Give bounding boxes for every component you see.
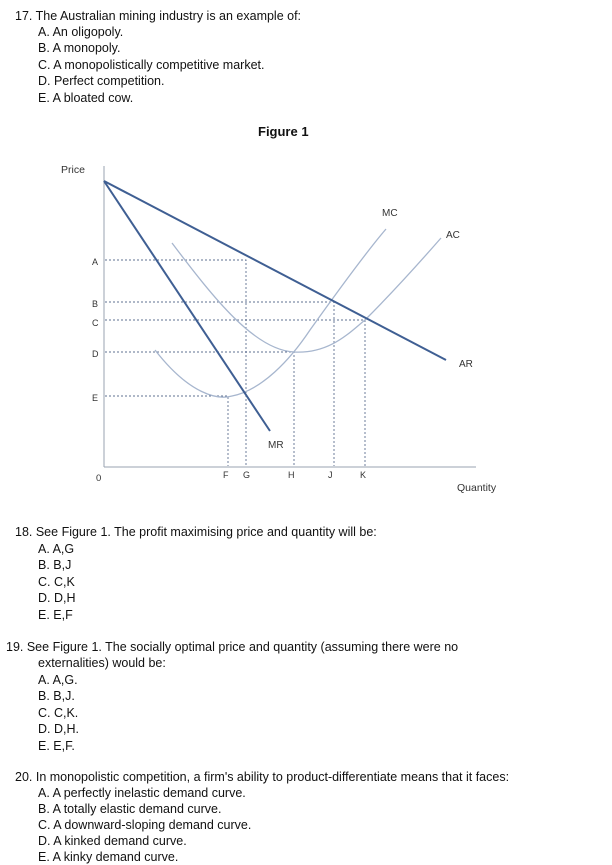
y-axis-label: Price [61, 164, 85, 176]
guide-c-k [105, 320, 365, 466]
price-tick-e: E [92, 393, 99, 403]
guide-e-f [105, 396, 228, 466]
question-19-option-a[interactable]: A. A,G. [38, 673, 78, 687]
question-20-option-a[interactable]: A. A perfectly inelastic demand curve. [38, 786, 246, 800]
question-19-option-d[interactable]: D. D,H. [38, 722, 79, 736]
price-tick-a: A [92, 257, 99, 267]
price-tick-d: D [92, 349, 99, 359]
mr-curve [104, 181, 270, 431]
question-17-stem: 17. The Australian mining industry is an example of: [15, 9, 302, 23]
quantity-tick-k: K [360, 470, 367, 480]
question-19-stem-line2: externalities) would be: [38, 656, 166, 670]
question-17-option-d[interactable]: D. Perfect competition. [38, 74, 165, 88]
price-tick-c: C [92, 318, 99, 328]
question-17-option-c[interactable]: C. A monopolistically competitive market. [38, 58, 265, 72]
quantity-tick-g: G [243, 470, 251, 480]
question-20-option-b[interactable]: B. A totally elastic demand curve. [38, 802, 222, 816]
question-18-option-b[interactable]: B. B,J [38, 558, 72, 572]
quantity-tick-f: F [223, 470, 229, 480]
guide-b-j [105, 302, 334, 466]
question-20-option-d[interactable]: D. A kinked demand curve. [38, 834, 187, 848]
mc-label: MC [382, 208, 398, 219]
question-19-stem-line1: 19. See Figure 1. The socially optimal price and quantity (assuming there were no [6, 640, 459, 654]
guide-d-h [105, 352, 294, 466]
ac-label: AC [446, 230, 460, 241]
quantity-tick-h: H [288, 470, 295, 480]
question-18-option-d[interactable]: D. D,H [38, 591, 76, 605]
question-18-option-a[interactable]: A. A,G [38, 542, 75, 556]
question-17-option-b[interactable]: B. A monopoly. [38, 41, 121, 55]
figure-title: Figure 1 [258, 124, 309, 139]
quantity-tick-j: J [328, 470, 333, 480]
question-19-option-c[interactable]: C. C,K. [38, 706, 79, 720]
x-axis-label: Quantity [457, 482, 497, 494]
question-20-option-e[interactable]: E. A kinky demand curve. [38, 850, 179, 864]
question-18-stem: 18. See Figure 1. The profit maximising price and quantity will be: [15, 525, 377, 539]
question-19-option-b[interactable]: B. B,J. [38, 689, 75, 703]
origin-label: 0 [96, 473, 102, 484]
question-20-option-c[interactable]: C. A downward-sloping demand curve. [38, 818, 252, 832]
question-20-stem: 20. In monopolistic competition, a firm's ability to product-differentiate means that it faces: [15, 770, 510, 784]
price-tick-b: B [92, 299, 99, 309]
mr-label: MR [268, 440, 284, 451]
mc-curve [155, 229, 386, 397]
question-18-option-e[interactable]: E. E,F [38, 608, 73, 622]
question-17-option-a[interactable]: A. An oligopoly. [38, 25, 124, 39]
question-17-option-e[interactable]: E. A bloated cow. [38, 91, 134, 105]
question-18-option-c[interactable]: C. C,K [38, 575, 75, 589]
question-19-option-e[interactable]: E. E,F. [38, 739, 75, 753]
ar-label: AR [459, 359, 473, 370]
